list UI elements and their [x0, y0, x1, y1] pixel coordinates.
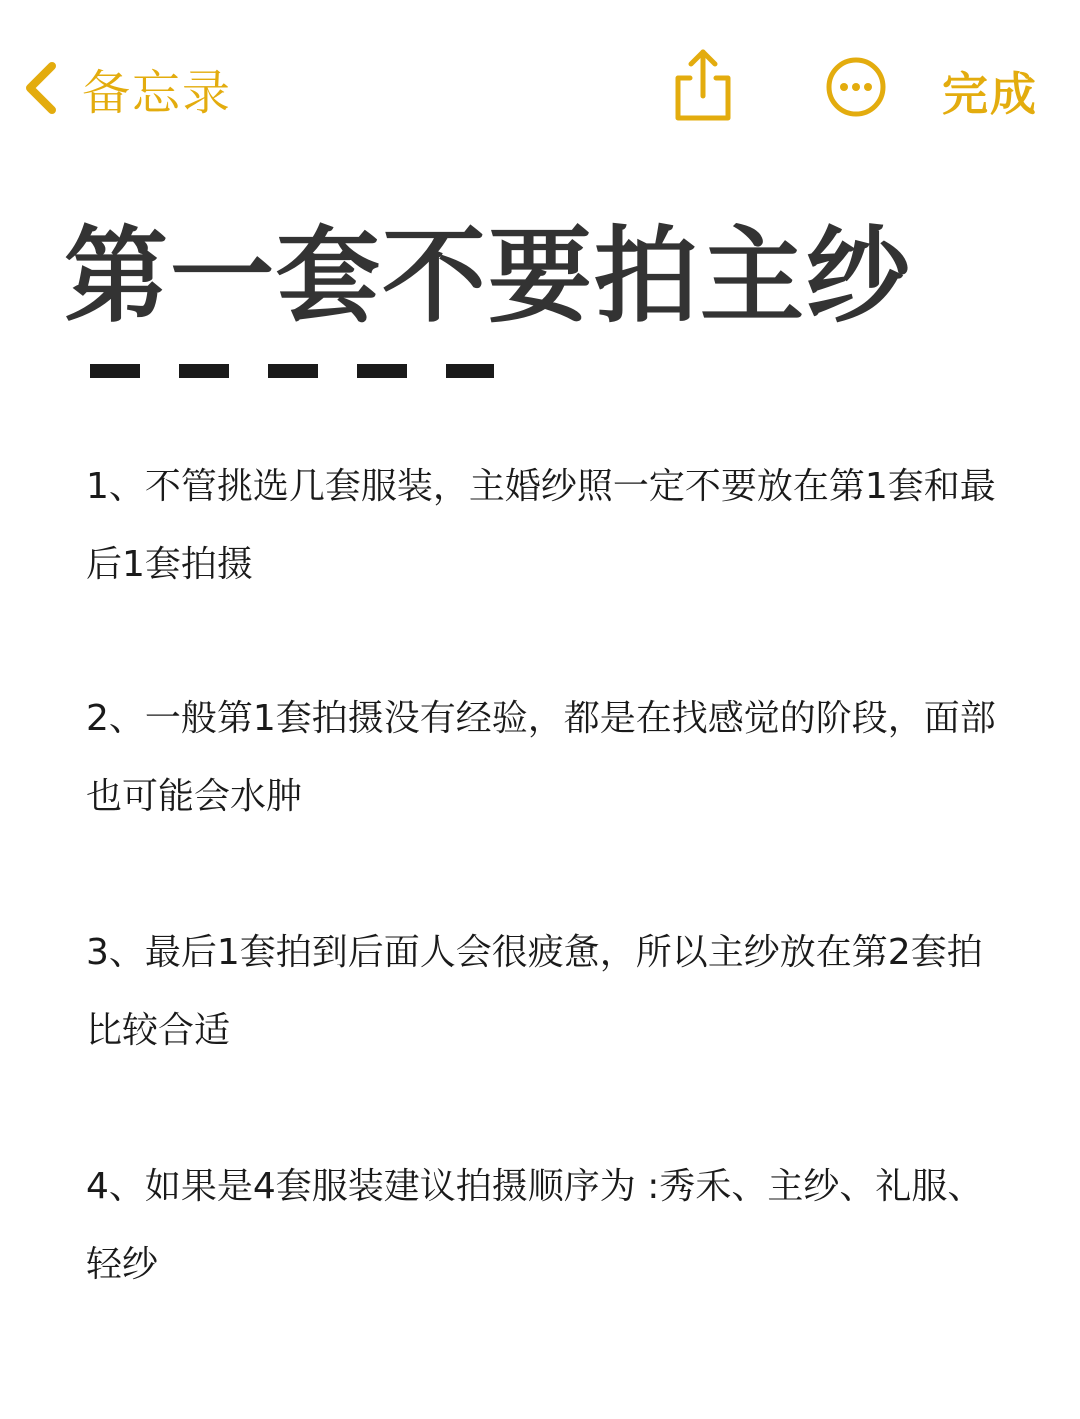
share-icon[interactable]: [672, 48, 734, 124]
note-item: 4、如果是4套服装建议拍摄顺序为 :秀禾、主纱、礼服、轻纱: [86, 1166, 984, 1285]
back-button[interactable]: [22, 58, 233, 121]
note-title: 第一套不要拍主纱: [64, 215, 913, 337]
note-item: 3、最后1套拍到后面人会很疲惫，所以主纱放在第2套拍比较合适: [86, 932, 983, 1051]
note-item: 2、一般第1套拍摄没有经验，都是在找感觉的阶段，面部也可能会水肿: [86, 698, 996, 817]
done-button[interactable]: 完成: [942, 67, 1038, 121]
chevron-left-icon: [22, 60, 60, 116]
back-button-label: 备忘录: [82, 64, 233, 121]
dashed-divider: [90, 364, 494, 378]
navigation-bar: [0, 0, 1080, 170]
note-item: 1、不管挑选几套服装，主婚纱照一定不要放在第1套和最后1套拍摄: [86, 466, 996, 585]
more-icon[interactable]: [825, 56, 887, 118]
